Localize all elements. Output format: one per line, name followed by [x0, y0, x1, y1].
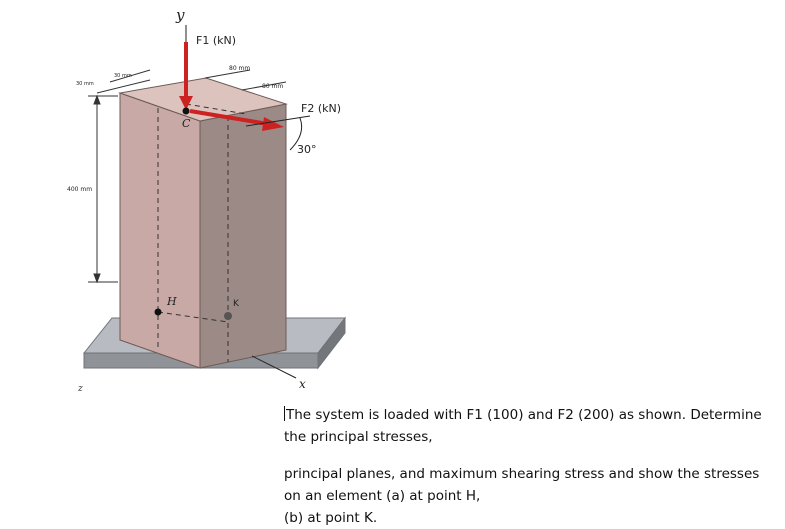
problem-statement — [284, 404, 774, 529]
point-c-label: C — [182, 117, 191, 130]
problem-line-2: principal planes, and maximum shearing stress and show the stresses on an element (a) at point H, — [284, 466, 760, 504]
column-figure — [0, 0, 400, 400]
dim-label-d: 80 mm — [262, 83, 284, 90]
column-front-face — [120, 93, 200, 368]
point-h-marker — [155, 309, 162, 316]
point-k-label: K — [233, 299, 239, 309]
dim-label-a: 30 mm — [114, 73, 132, 79]
z-axis-label: z — [78, 384, 83, 394]
text-cursor — [284, 406, 285, 421]
point-k-marker — [224, 312, 232, 320]
dim-label-height: 400 mm — [67, 186, 93, 193]
f1-label: F1 (kN) — [196, 34, 237, 47]
dim-label-c: 80 mm — [229, 65, 251, 72]
dim-label-b: 30 mm — [76, 81, 94, 87]
x-axis-label: x — [299, 377, 306, 391]
point-c-marker — [183, 108, 190, 115]
angle-label: 30° — [297, 143, 317, 156]
point-h-label: H — [167, 295, 177, 308]
problem-line-3: (b) at point K. — [284, 510, 378, 526]
problem-line-1: The system is loaded with F1 (100) and F2 (200) as shown. Determine the principal stresses, — [284, 407, 762, 445]
y-axis-label: y — [176, 6, 185, 24]
problem-line-1-wrap — [284, 404, 774, 448]
f2-label: F2 (kN) — [301, 102, 342, 115]
column-side-face — [200, 104, 286, 368]
